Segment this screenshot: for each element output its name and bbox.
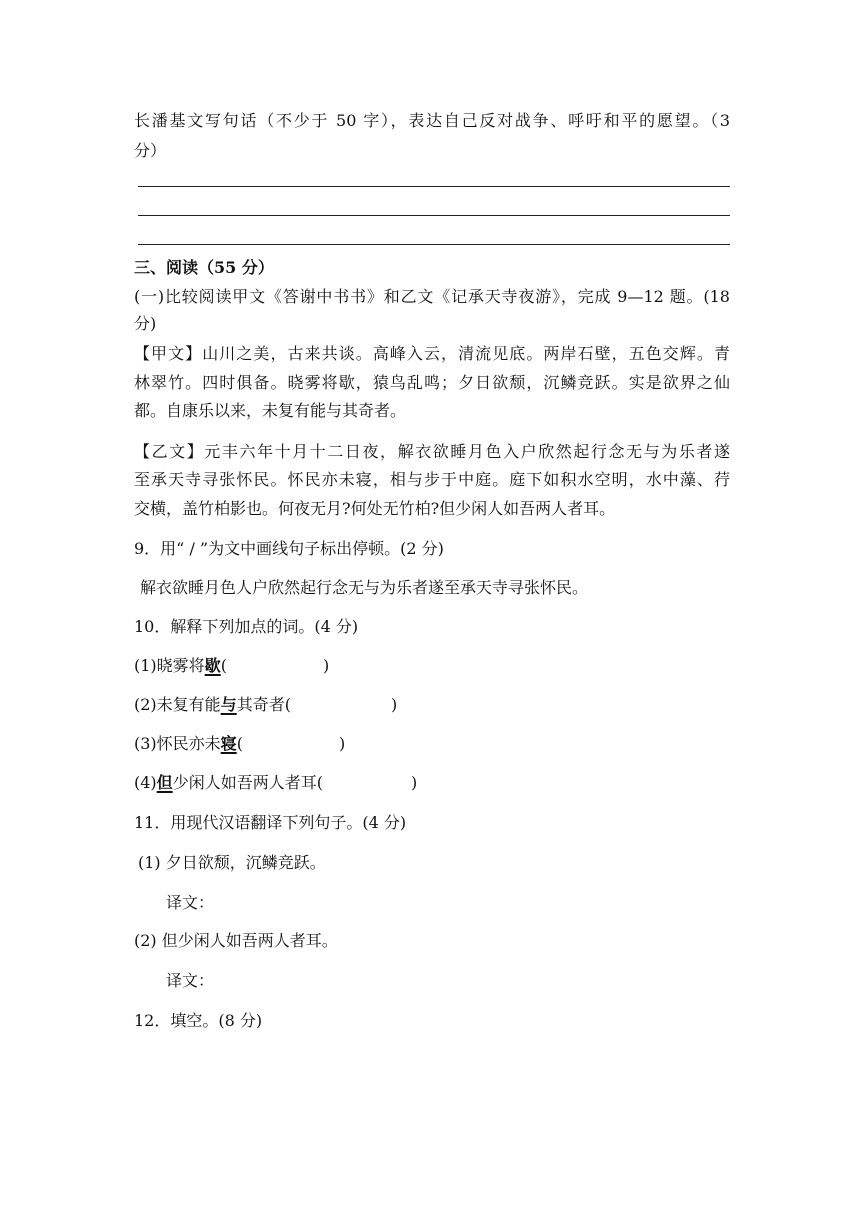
q10-item-3-open: ( bbox=[236, 734, 243, 753]
q10-item-1-pre: (1)晓雾将 bbox=[134, 656, 205, 675]
jia-text-line-2: 林翠竹。四时俱备。晓雾将歇，猿鸟乱鸣；夕日欲颓，沉鳞竞跃。实是欲界之仙 bbox=[134, 373, 730, 392]
q10-item-2 bbox=[134, 694, 730, 716]
q10-item-4-dotted-word: 但 bbox=[156, 773, 173, 792]
q10-title: 10．解释下列加点的词。(4 分) bbox=[134, 617, 359, 636]
part1-instruction-line-2: 分) bbox=[134, 314, 157, 333]
yi-text-line-2: 至承天寺寻张怀民。怀民亦未寝，相与步于中庭。庭下如积水空明，水中藻、荇 bbox=[134, 470, 730, 489]
q11-item-1-translation-label: 译文： bbox=[166, 893, 215, 912]
q11-item-1: (1) 夕日欲颓，沉鳞竞跃。 bbox=[138, 853, 326, 872]
q10-item-3 bbox=[134, 733, 730, 755]
q10-item-4-pre: (4) bbox=[134, 773, 157, 792]
q10-item-3-close: ) bbox=[338, 734, 346, 753]
q10-item-4-post: 少闲人如吾两人者耳 bbox=[172, 773, 317, 792]
q10-item-2-open: ( bbox=[284, 695, 291, 714]
q11-title: 11．用现代汉语翻译下列句子。(4 分) bbox=[134, 813, 407, 832]
q10-item-1-open: ( bbox=[220, 656, 227, 675]
q10-item-4-open: ( bbox=[316, 773, 323, 792]
q10-item-2-post: 其奇者 bbox=[236, 695, 285, 714]
q10-item-2-close: ) bbox=[390, 695, 398, 714]
jia-text-line-3: 都。自康乐以来，未复有能与其奇者。 bbox=[134, 401, 407, 420]
q12-title: 12．填空。(8 分) bbox=[134, 1011, 263, 1030]
q10-item-4-close: ) bbox=[410, 773, 418, 792]
prompt-line-1: 长潘基文写句话（不少于 50 字），表达自己反对战争、呼吁和平的愿望。（3 bbox=[134, 111, 730, 130]
q10-item-1-dotted-word: 歇 bbox=[204, 656, 221, 675]
answer-line-2[interactable] bbox=[138, 215, 730, 216]
q10-item-1 bbox=[134, 655, 730, 677]
q10-item-1-close: ) bbox=[322, 656, 330, 675]
yi-text-line-3: 交横，盖竹柏影也。何夜无月?何处无竹柏?但少闲人如吾两人者耳。 bbox=[134, 499, 616, 518]
q11-item-2-translation-label: 译文： bbox=[166, 971, 215, 990]
answer-line-3[interactable] bbox=[138, 244, 730, 245]
yi-text-line-1: 【乙文】元丰六年十月十二日夜，解衣欲睡月色入户欣然起行念无与为乐者遂 bbox=[134, 442, 730, 461]
part1-instruction-line-1: (一)比较阅读甲文《答谢中书书》和乙文《记承天寺夜游》，完成 9—12 题。(18 bbox=[134, 287, 730, 306]
q10-item-2-pre: (2)未复有能 bbox=[134, 695, 221, 714]
jia-text-line-1: 【甲文】山川之美，古来共谈。高峰入云，清流见底。两岸石壁，五色交辉。青 bbox=[134, 344, 730, 363]
q10-item-3-pre: (3)怀民亦未 bbox=[134, 734, 221, 753]
answer-line-1[interactable] bbox=[138, 186, 730, 187]
q10-item-2-dotted-word: 与 bbox=[220, 695, 237, 714]
q10-item-3-dotted-word: 寝 bbox=[220, 734, 237, 753]
section-heading: 三、阅读（55 分） bbox=[134, 258, 274, 277]
q10-item-4 bbox=[134, 772, 730, 794]
q9-sentence: 解衣欲睡月色人户欣然起行念无与为乐者遂至承天寺寻张怀民。 bbox=[140, 578, 589, 597]
q9-title: 9．用“ / ”为文中画线句子标出停顿。(2 分) bbox=[134, 539, 444, 558]
q11-item-2: (2) 但少闲人如吾两人者耳。 bbox=[134, 931, 338, 950]
prompt-line-2: 分） bbox=[134, 141, 167, 160]
